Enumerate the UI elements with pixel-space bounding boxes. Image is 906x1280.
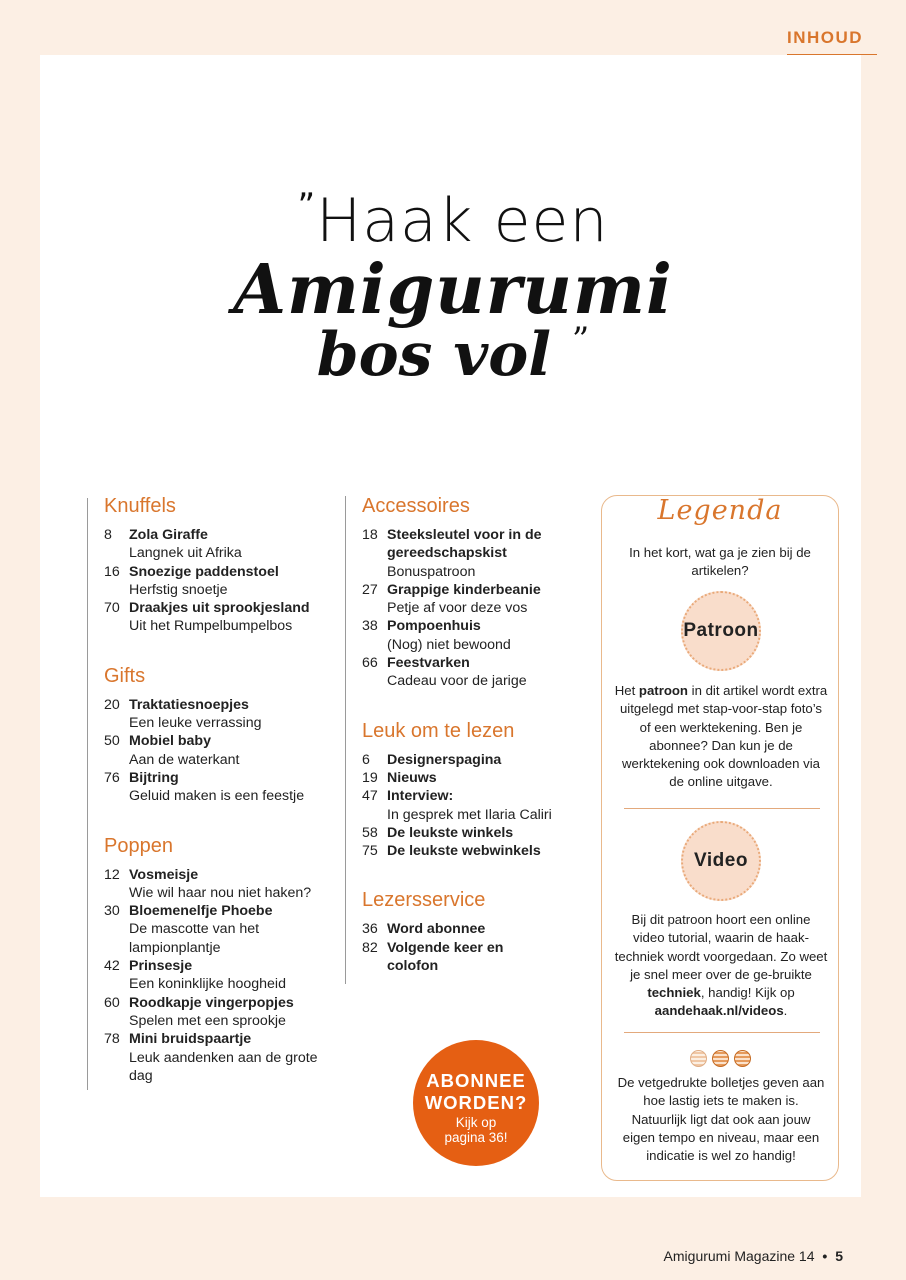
toc-item[interactable] bbox=[362, 581, 592, 618]
footer-magazine: Amigurumi Magazine 14 bbox=[663, 1248, 815, 1264]
item-title: Designerspagina bbox=[387, 751, 502, 768]
page-number: 20 bbox=[104, 696, 120, 713]
legend-divider bbox=[624, 808, 820, 809]
toc-item[interactable] bbox=[104, 526, 344, 563]
patroon-description bbox=[614, 682, 828, 792]
footer-separator: • bbox=[822, 1248, 828, 1264]
toc-item[interactable] bbox=[362, 842, 592, 860]
item-subtitle: Een leuke verrassing bbox=[129, 715, 262, 732]
category-gifts: Gifts bbox=[104, 664, 146, 687]
category-accessoires: Accessoires bbox=[362, 495, 470, 517]
page-number: 27 bbox=[362, 581, 378, 598]
toc-item[interactable] bbox=[104, 994, 344, 1031]
item-title: Bijtring bbox=[129, 769, 179, 786]
page-number: 6 bbox=[362, 751, 370, 768]
item-title: Snoezige paddenstoel bbox=[129, 563, 279, 580]
page-number: 16 bbox=[104, 563, 120, 580]
toc-item[interactable] bbox=[104, 769, 344, 806]
legend-title: Legenda bbox=[657, 495, 783, 526]
page-number: 78 bbox=[104, 1031, 120, 1048]
toc-item[interactable] bbox=[362, 617, 592, 654]
toc-item[interactable] bbox=[104, 599, 344, 636]
item-title: Grappige kinderbeanie bbox=[387, 581, 541, 598]
video-text-before: Bij dit patroon hoort een online video tutorial, waarin de haak-techniek wordt voorgedaan. Zo weet je snel meer over de ge-bruikte bbox=[614, 912, 828, 982]
toc-item[interactable] bbox=[362, 751, 592, 769]
page-number: 82 bbox=[362, 939, 378, 956]
toc-item[interactable] bbox=[362, 939, 592, 976]
item-subtitle: Een koninklijke hoogheid bbox=[129, 976, 286, 993]
page-number: 76 bbox=[104, 769, 120, 786]
category-leuk-om-te-lezen: Leuk om te lezen bbox=[362, 719, 515, 742]
video-description bbox=[614, 911, 828, 1021]
patroon-badge: Patroon bbox=[681, 591, 761, 671]
page-number: 12 bbox=[104, 866, 120, 883]
item-subtitle: In gesprek met Ilaria Caliri bbox=[387, 806, 552, 823]
toc-item[interactable] bbox=[104, 957, 344, 994]
patroon-text-before: Het bbox=[614, 683, 639, 698]
page-number: 75 bbox=[362, 843, 378, 860]
patroon-text-bold: patroon bbox=[638, 683, 688, 698]
page-number: 66 bbox=[362, 655, 378, 672]
toc-item[interactable] bbox=[104, 696, 344, 733]
item-subtitle: Leuk aandenken aan de grote dag bbox=[129, 1049, 318, 1084]
item-subtitle: Uit het Rumpelbumpelbos bbox=[129, 618, 293, 635]
video-link[interactable]: aandehaak.nl/videos bbox=[654, 1003, 784, 1019]
page-number: 19 bbox=[362, 769, 378, 786]
legend-intro: In het kort, wat ga je zien bij de artikelen? bbox=[629, 545, 811, 579]
page-number: 36 bbox=[362, 921, 378, 938]
page-number: 60 bbox=[104, 994, 120, 1011]
item-title: Word abonnee bbox=[387, 921, 486, 938]
item-title: Volgende keer en colofon bbox=[387, 939, 504, 975]
item-title: Zola Giraffe bbox=[129, 527, 208, 543]
category-poppen: Poppen bbox=[104, 834, 173, 857]
subscribe-line-2: WORDEN? bbox=[424, 1092, 528, 1113]
video-text-bold: techniek bbox=[647, 985, 701, 1001]
headline-line-2: Amigurumi bbox=[233, 250, 673, 330]
toc-item[interactable] bbox=[362, 824, 592, 842]
toc-item[interactable] bbox=[104, 563, 344, 600]
item-subtitle: Spelen met een sprookje bbox=[129, 1012, 286, 1029]
item-subtitle: Bonuspatroon bbox=[387, 563, 476, 580]
headline-line-3-text: bos vol bbox=[316, 320, 552, 390]
item-title: De leukste winkels bbox=[387, 824, 514, 841]
yarn-ball-icon bbox=[690, 1050, 707, 1067]
page-number: 58 bbox=[362, 824, 378, 841]
item-subtitle: Petje af voor deze vos bbox=[387, 600, 528, 617]
item-subtitle: Cadeau voor de jarige bbox=[387, 673, 527, 690]
item-title: Bloemenelfje Phoebe bbox=[129, 903, 273, 920]
item-subtitle: Wie wil haar nou niet haken? bbox=[129, 884, 312, 901]
headline-line-3 bbox=[0, 320, 906, 390]
video-text-after: . bbox=[783, 1003, 788, 1019]
item-subtitle: (Nog) niet bewoond bbox=[387, 636, 511, 653]
page-footer bbox=[600, 1248, 843, 1264]
item-title: Nieuws bbox=[387, 769, 437, 786]
yarn-ball-icon bbox=[712, 1050, 729, 1067]
item-title: Traktatiesnoepjes bbox=[129, 696, 249, 713]
toc-item[interactable] bbox=[362, 920, 592, 938]
toc-item[interactable] bbox=[104, 866, 344, 903]
item-title: Mini bruidspaartje bbox=[129, 1031, 252, 1048]
item-title: Prinsesje bbox=[129, 958, 193, 975]
toc-column-middle bbox=[362, 494, 592, 975]
toc-item[interactable] bbox=[362, 654, 592, 691]
footer-page-number: 5 bbox=[835, 1248, 843, 1264]
page-number: 30 bbox=[104, 903, 120, 920]
subscribe-line-3: Kijk op bbox=[455, 1115, 497, 1130]
headline-line-1-text: Haak een bbox=[316, 186, 609, 256]
column-divider-middle bbox=[345, 496, 346, 984]
legend-divider bbox=[624, 1032, 820, 1033]
category-lezersservice: Lezersservice bbox=[362, 889, 486, 912]
item-title: Draakjes uit sprookjesland bbox=[129, 600, 310, 617]
subscribe-line-4: pagina 36! bbox=[444, 1130, 508, 1145]
toc-item[interactable] bbox=[362, 526, 592, 581]
page-number: 38 bbox=[362, 618, 378, 635]
page-number: 47 bbox=[362, 788, 378, 805]
subscribe-line-1: ABONNEE bbox=[426, 1070, 526, 1091]
headline-close-quote: ” bbox=[571, 320, 590, 360]
toc-item[interactable] bbox=[362, 787, 592, 824]
item-subtitle: De mascotte van het lampionplantje bbox=[129, 921, 260, 956]
page-number: 50 bbox=[104, 733, 120, 750]
yarn-ball-icon bbox=[734, 1050, 751, 1067]
column-divider-left bbox=[87, 498, 88, 1090]
item-title: Mobiel baby bbox=[129, 733, 211, 750]
page-number: 8 bbox=[104, 527, 112, 543]
difficulty-balls-icon bbox=[690, 1050, 754, 1068]
difficulty-description: De vetgedrukte bolletjes geven aan hoe lastig iets te maken is. Natuurlijk ligt dat ook aan jouw eigen tempo en niveau, maar een indicatie is wel zo handig! bbox=[617, 1075, 825, 1164]
item-subtitle: Langnek uit Afrika bbox=[129, 545, 242, 562]
section-tag: INHOUD bbox=[787, 28, 877, 55]
item-title: Steeksleutel voor in de gereedschapskist bbox=[387, 527, 542, 562]
item-title: Feestvarken bbox=[387, 655, 470, 672]
toc-column-left bbox=[104, 494, 344, 1085]
item-subtitle: Herfstig snoetje bbox=[129, 581, 228, 598]
legend-box bbox=[601, 495, 839, 1181]
toc-item[interactable] bbox=[104, 1030, 344, 1085]
patroon-text-after: in dit artikel wordt extra uitgelegd met stap-voor-stap foto’s of een werktekening. Ben je abonnee? Dan kun je de werktekening ook downloaden via de online uitgave. bbox=[619, 683, 828, 790]
subscribe-badge[interactable] bbox=[413, 1040, 539, 1166]
toc-item[interactable] bbox=[104, 902, 344, 957]
item-title: Interview: bbox=[387, 788, 454, 805]
toc-item[interactable] bbox=[104, 732, 344, 769]
item-title: Pompoenhuis bbox=[387, 618, 481, 635]
toc-item[interactable] bbox=[362, 769, 592, 787]
page-number: 18 bbox=[362, 527, 378, 543]
item-title: Roodkapje vingerpopjes bbox=[129, 994, 294, 1011]
headline-open-quote: ” bbox=[297, 186, 317, 226]
item-subtitle: Aan de waterkant bbox=[129, 751, 240, 768]
video-text-mid: , handig! Kijk op bbox=[700, 985, 795, 1001]
item-title: Vosmeisje bbox=[129, 866, 199, 883]
item-subtitle: Geluid maken is een feestje bbox=[129, 788, 305, 805]
video-badge: Video bbox=[681, 821, 761, 901]
category-knuffels: Knuffels bbox=[104, 495, 176, 517]
item-title: De leukste webwinkels bbox=[387, 843, 541, 860]
headline-line-1 bbox=[0, 186, 906, 256]
page-number: 70 bbox=[104, 600, 120, 617]
page-number: 42 bbox=[104, 958, 120, 975]
